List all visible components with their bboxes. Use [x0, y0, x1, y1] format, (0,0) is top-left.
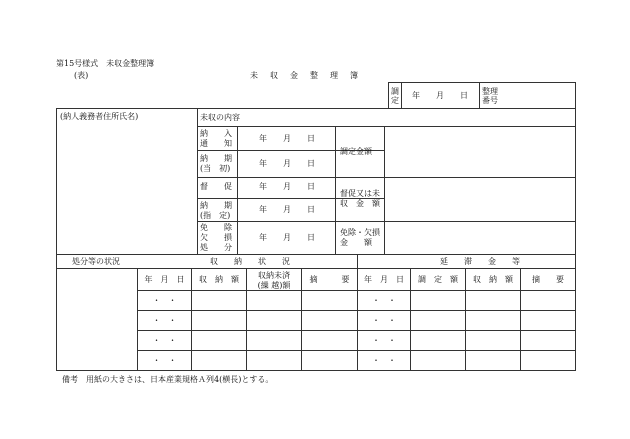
table-row: ・ ・ [372, 316, 396, 325]
detail-date-nyuu: 年 月 日 [259, 134, 315, 143]
table-row: ・ ・ [372, 336, 396, 345]
arrears-header: 延 滞 金 等 [440, 257, 520, 266]
chotei-date: 年 月 日 [412, 91, 468, 100]
col-date-right: 年 月 日 [364, 275, 404, 284]
taxpayer-label: (納人義務者住所氏名) [60, 112, 139, 121]
footnote: 備考 用紙の大きさは、日本産業規格Ａ列4(横長)とする。 [62, 375, 274, 384]
table-row: ・ ・ [372, 356, 396, 365]
chotei-label: 調 定 [391, 87, 399, 105]
detail-date-nouki-initial: 年 月 日 [259, 159, 315, 168]
detail-label-menjo: 免 除 欠 損 処 分 [200, 223, 232, 252]
detail-label-tokusoku: 督 促 [200, 182, 232, 191]
table-row: ・ ・ [152, 296, 177, 305]
table-row: ・ ・ [152, 356, 177, 365]
receipt-header: 収 納 状 況 [210, 257, 290, 266]
form-number: 第15号様式 未収金整理簿 [56, 59, 155, 68]
seiri-number-label: 整理 番号 [482, 87, 498, 105]
col-received-right: 収 納 額 [473, 275, 513, 284]
disposal-label: 処分等の状況 [72, 257, 120, 266]
chotei-amount-label: 調定金額 [340, 147, 372, 156]
detail-date-nouki-designated: 年 月 日 [259, 205, 315, 214]
col-remarks-right: 摘 要 [532, 275, 564, 284]
table-row: ・ ・ [152, 316, 177, 325]
col-date-left: 年 月 日 [144, 275, 185, 284]
col-remarks-left: 摘 要 [309, 275, 350, 284]
tokusoku-amount-label: 督促又は未 収 金 額 [340, 189, 380, 208]
table-row: ・ ・ [152, 336, 177, 345]
detail-label-nouki-initial: 納 期 (当 初) [200, 154, 232, 173]
content-label: 未収の内容 [200, 113, 240, 122]
detail-label-nouki-designated: 納 期 (指 定) [200, 201, 232, 220]
col-chotei-right: 調 定 額 [418, 275, 458, 284]
detail-date-menjo: 年 月 日 [259, 233, 315, 242]
page-title: 未 収 金 整 理 簿 [250, 71, 360, 80]
detail-date-tokusoku: 年 月 日 [259, 182, 315, 191]
front-side-label: (表) [74, 71, 89, 80]
col-unpaid-left: 収納未済 (繰 越)額 [257, 271, 291, 290]
table-row: ・ ・ [372, 296, 396, 305]
col-received-left: 収 納 額 [199, 275, 239, 284]
menjo-amount-label: 免除・欠損 金 額 [340, 228, 380, 247]
detail-label-nyuu: 納 入 通 知 [200, 129, 232, 148]
